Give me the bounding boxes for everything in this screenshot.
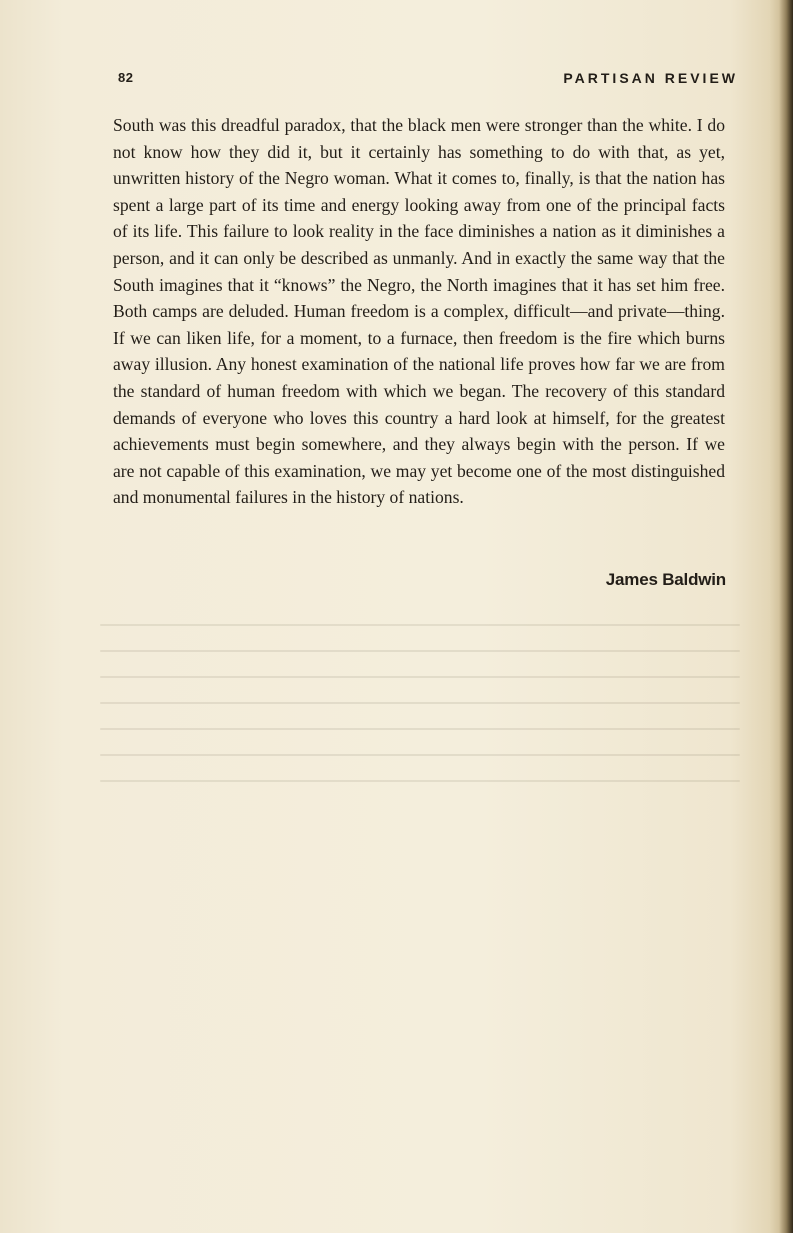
running-head: PARTISAN REVIEW (563, 70, 738, 86)
show-through-from-reverse (100, 600, 740, 830)
paragraph: South was this dreadful paradox, that the black men were stronger than the white. I do not know how they did it, but it certainly has something to do with that, as yet, unwritten history of the Negro woman. What it comes to, finally, is that the nation has spent a large part of its time and energy looking away from one of the principal facts of its life. This failure to look reality in the face diminishes a nation as it diminishes a person, and it can only be described as unmanly. And in exactly the same way that the South imagines that it “knows” the Negro, the North imagines that it has set him free. Both camps are deluded. Human freedom is a complex, difficult—and private—thing. If we can liken life, for a moment, to a furnace, then freedom is the fire which burns away illusion. Any honest examination of the national life proves how far we are from the standard of human freedom with which we began. The recovery of this standard demands of everyone who loves this country a hard look at himself, for the greatest achievements must begin somewhere, and they always begin with the person. If we are not capable of this examination, we may yet become one of the most distinguished and monumental failures in the history of nations. (113, 115, 725, 508)
book-spine-shadow (779, 0, 793, 1233)
page-number: 82 (118, 70, 134, 85)
author-signature: James Baldwin (605, 570, 726, 589)
page-header (118, 70, 738, 90)
article-body (113, 112, 725, 511)
